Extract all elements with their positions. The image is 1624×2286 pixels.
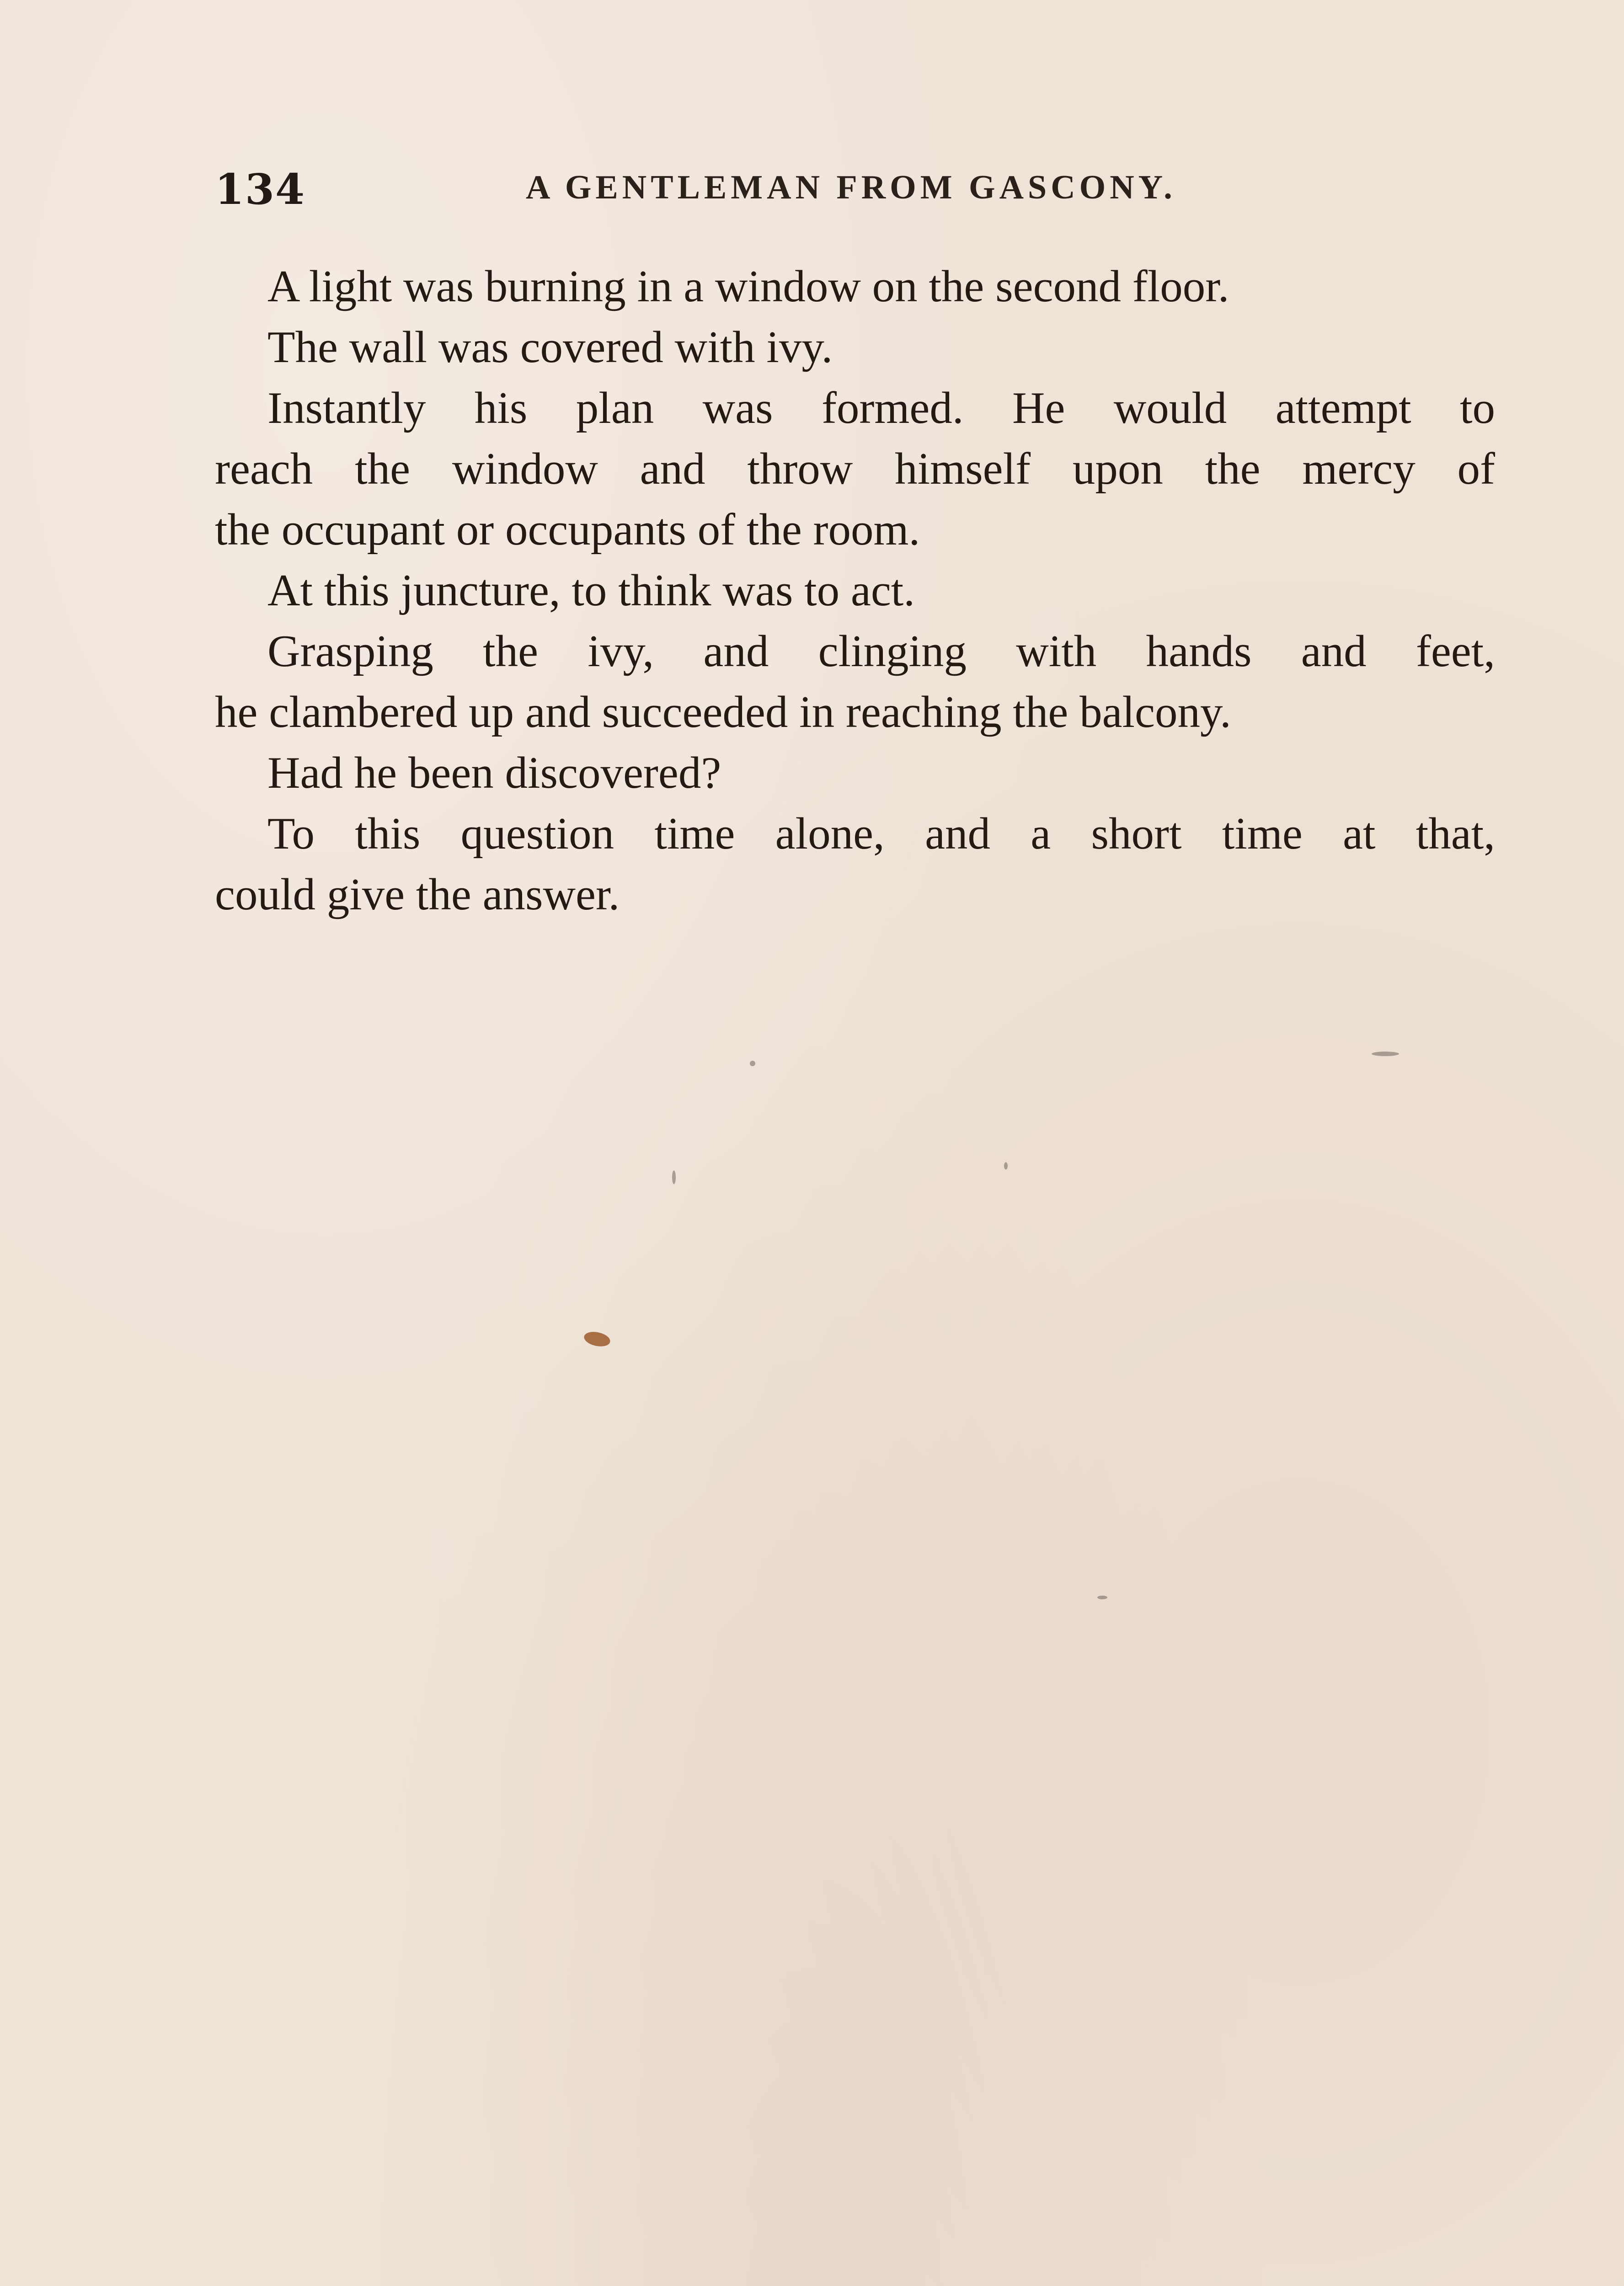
paragraph — [215, 560, 1495, 621]
paper-speck — [1004, 1162, 1008, 1170]
text-line: Instantly his plan was formed. He would attempt to — [267, 383, 1495, 433]
text-line: the occupant or occupants of the room. — [215, 505, 920, 555]
text-line: he clambered up and succeeded in reaching the balcony. — [215, 687, 1231, 737]
page-number: 134 — [215, 165, 306, 214]
paper-speck — [672, 1170, 676, 1184]
paragraph — [215, 378, 1495, 560]
running-head — [215, 165, 1495, 219]
text-line: To this question time alone, and a short time at that, — [267, 809, 1495, 859]
text-line: could give the answer. — [215, 870, 620, 919]
paragraph — [215, 621, 1495, 742]
paper-speck — [1097, 1596, 1107, 1599]
paragraph — [215, 317, 1495, 378]
text-line: reach the window and throw himself upon the mercy of — [215, 444, 1495, 494]
text-line: At this juncture, to think was to act. — [267, 566, 915, 615]
body-text — [215, 256, 1495, 925]
text-line: A light was burning in a window on the second floor. — [267, 262, 1229, 311]
text-line: Grasping the ivy, and clinging with hands and feet, — [267, 626, 1495, 676]
running-title: A GENTLEMAN FROM GASCONY. — [526, 169, 1176, 206]
paper-speck — [750, 1061, 755, 1066]
text-line: The wall was covered with ivy. — [267, 322, 833, 372]
paragraph — [215, 742, 1495, 803]
text-line: Had he been discovered? — [267, 748, 721, 798]
paragraph — [215, 803, 1495, 925]
paragraph — [215, 256, 1495, 317]
paper-stain — [583, 1330, 612, 1348]
paper-speck — [1372, 1052, 1399, 1056]
